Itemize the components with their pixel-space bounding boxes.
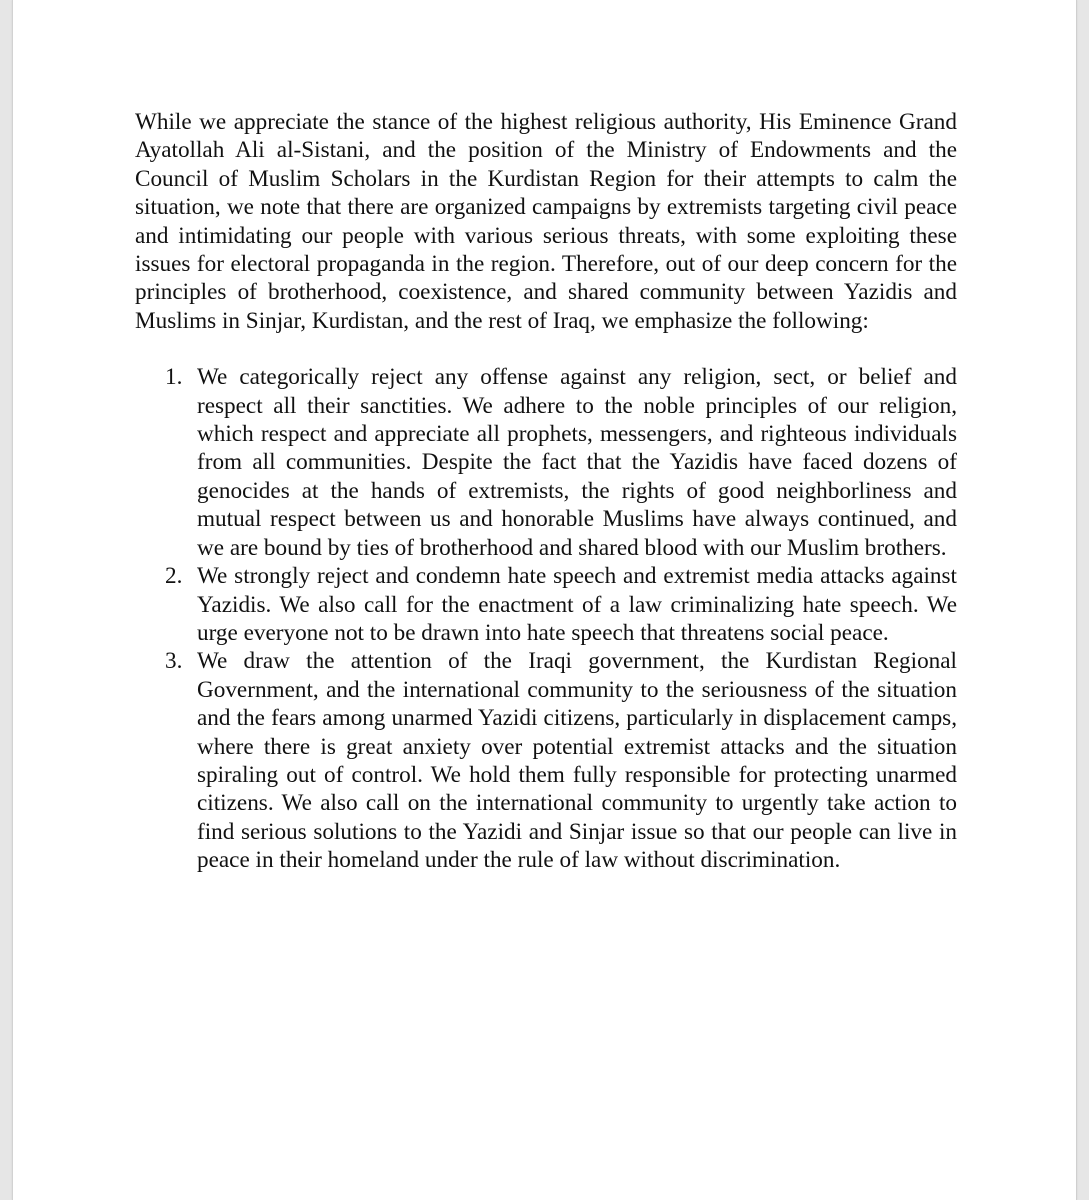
intro-paragraph: While we appreciate the stance of the highest religious authority, His Eminence Grand Ayatollah Ali al-Sistani, and the position of the Ministry of Endowments and the Council of Muslim Scholars in the Kurdistan Region for their attempts to calm the situation, we note that there are organized campaigns by extremists targeting civil peace and intimidating our people with various serious threats, with some exploiting these issues for electoral propaganda in the region. Therefore, out of our deep concern for the principles of brotherhood, coexistence, and shared community between Yazidis and Muslims in Sinjar, Kurdistan, and the rest of Iraq, we emphasize the following: [135, 109, 957, 334]
list-item-number: 3. [165, 648, 183, 675]
document-page [12, 0, 1077, 1200]
document-body [135, 108, 957, 875]
list-item [165, 363, 957, 562]
list-item [165, 647, 957, 874]
list-item [165, 562, 957, 647]
list-item-number: 1. [165, 364, 183, 391]
list-item-text: We categorically reject any offense against any religion, sect, or belief and respect all their sanctities. We adhere to the noble principles of our religion, which respect and appreciate all prophets, messengers, and righteous individuals from all communities. Despite the fact that the Yazidis have faced dozens of genocides at the hands of extremists, the rights of good neighborliness and mutual respect between us and honorable Muslims have always continued, and we are bound by ties of brotherhood and shared blood with our Muslim brothers. [197, 364, 957, 561]
numbered-list [135, 363, 957, 874]
list-item-number: 2. [165, 563, 183, 590]
list-item-text: We draw the attention of the Iraqi government, the Kurdistan Regional Government, and the international community to the seriousness of the situation and the fears among unarmed Yazidi citizens, particularly in displacement camps, where there is great anxiety over potential extremist attacks and the situation spiraling out of control. We hold them fully responsible for protecting unarmed citizens. We also call on the international community to urgently take action to find serious solutions to the Yazidi and Sinjar issue so that our people can live in peace in their homeland under the rule of law without discrimination. [197, 648, 957, 874]
list-item-text: We strongly reject and condemn hate speech and extremist media attacks against Yazidis. We also call for the enactment of a law criminalizing hate speech. We urge everyone not to be drawn into hate speech that threatens social peace. [197, 563, 957, 646]
